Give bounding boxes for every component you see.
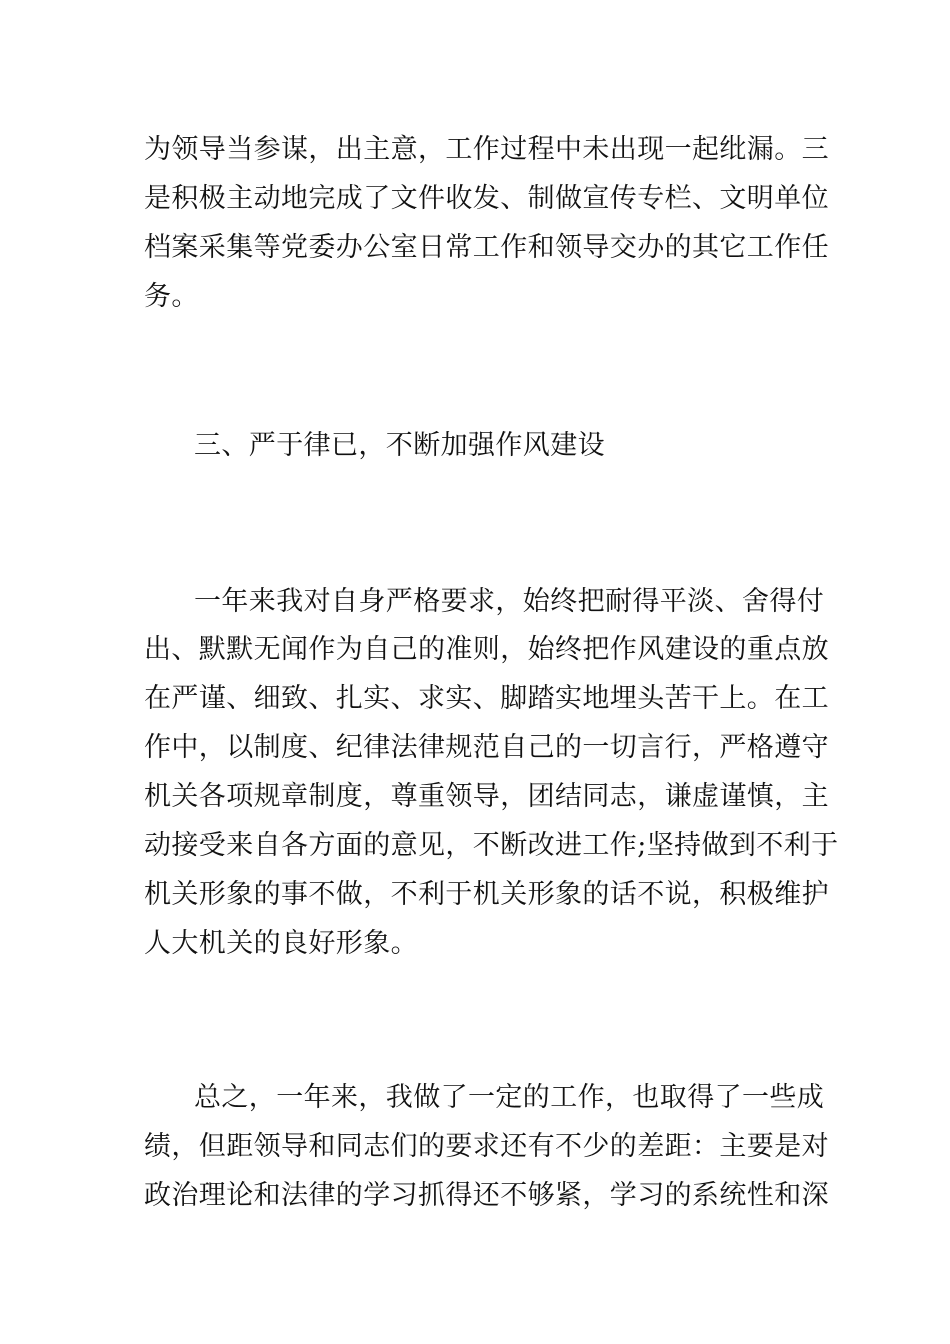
paragraph-line: 人大机关的良好形象。 (144, 928, 418, 959)
paragraph-line: 是积极主动地完成了文件收发、制做宣传专栏、文明单位 (144, 183, 829, 214)
paragraph-line: 机关形象的事不做，不利于机关形象的话不说，积极维护 (144, 879, 829, 910)
paragraph-line: 一年来我对自身严格要求，始终把耐得平淡、舍得付 (194, 586, 825, 617)
paragraph-line: 务。 (144, 281, 199, 312)
paragraph-line: 档案采集等党委办公室日常工作和领导交办的其它工作任 (144, 232, 829, 263)
paragraph-line: 在严谨、细致、扎实、求实、脚踏实地埋头苦干上。在工 (144, 683, 829, 714)
paragraph-line: 绩，但距领导和同志们的要求还有不少的差距：主要是对 (144, 1131, 829, 1162)
paragraph-line: 作中，以制度、纪律法律规范自己的一切言行，严格遵守 (144, 732, 829, 763)
paragraph-line: 为领导当参谋，出主意，工作过程中未出现一起纰漏。三 (144, 134, 829, 165)
paragraph-line: 机关各项规章制度，尊重领导，团结同志，谦虚谨慎，主 (144, 781, 829, 812)
section-heading: 三、严于律已，不断加强作风建设 (194, 430, 605, 461)
paragraph-line: 动接受来自各方面的意见，不断改进工作;坚持做到不利于 (144, 830, 839, 861)
paragraph-line: 政治理论和法律的学习抓得还不够紧，学习的系统性和深 (144, 1180, 829, 1211)
paragraph-line: 总之，一年来，我做了一定的工作，也取得了一些成 (194, 1082, 825, 1113)
paragraph-line: 出、默默无闻作为自己的准则，始终把作风建设的重点放 (144, 634, 829, 665)
